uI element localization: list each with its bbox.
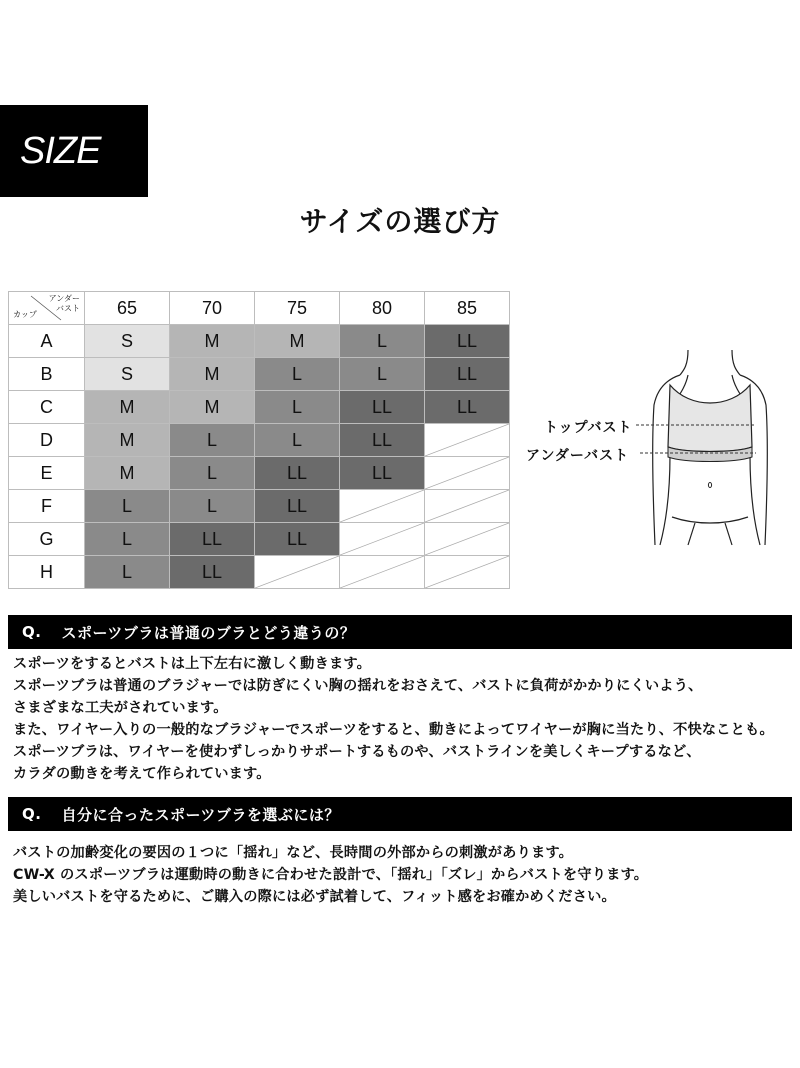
answer-line: また、ワイヤー入りの一般的なブラジャーでスポーツをすると、動きによってワイヤーが胸に当たり、不快なことも。 <box>13 722 774 738</box>
under-bust-label: アンダーバスト <box>526 448 630 464</box>
body-figure <box>520 345 780 550</box>
na-diagonal <box>340 523 424 555</box>
size-chart-table <box>8 291 510 589</box>
answer-1 <box>13 653 798 785</box>
size-cell: M <box>85 424 170 457</box>
answer-line: スポーツブラは普通のブラジャーでは防ぎにくい胸の揺れをおさえて、バストに負荷がかかりにくいよう、 <box>13 678 703 694</box>
empty-cell <box>425 490 510 523</box>
question-marker: Q. <box>22 805 42 823</box>
question-marker: Q. <box>22 623 42 641</box>
size-cell: L <box>170 424 255 457</box>
underbust-axis-label: アンダー バスト <box>48 294 80 313</box>
size-row-d <box>9 424 510 457</box>
underbust-70: 70 <box>170 292 255 325</box>
answer-2 <box>13 842 798 908</box>
size-cell: L <box>170 457 255 490</box>
cup-label: F <box>9 490 85 523</box>
underbust-75: 75 <box>255 292 340 325</box>
empty-cell <box>340 523 425 556</box>
cup-label: D <box>9 424 85 457</box>
empty-cell <box>340 490 425 523</box>
empty-cell <box>340 556 425 589</box>
na-diagonal <box>340 490 424 522</box>
answer-line: スポーツをするとバストは上下左右に激しく動きます。 <box>13 656 371 672</box>
answer-line: 美しいバストを守るために、ご購入の際には必ず試着して、フィット感をお確かめください。 <box>13 889 616 905</box>
size-cell: LL <box>170 556 255 589</box>
top-bust-label: トップバスト <box>544 420 633 436</box>
size-cell: LL <box>425 358 510 391</box>
size-row-a <box>9 325 510 358</box>
size-cell: M <box>85 457 170 490</box>
size-cell: M <box>170 358 255 391</box>
question-bar-1 <box>8 615 792 649</box>
size-badge <box>0 105 148 197</box>
answer-line: カラダの動きを考えて作られています。 <box>13 766 271 782</box>
size-cell: L <box>85 523 170 556</box>
cup-label: G <box>9 523 85 556</box>
size-cell: L <box>340 358 425 391</box>
answer-line: さまざまな工夫がされています。 <box>13 700 228 716</box>
size-cell: M <box>85 391 170 424</box>
size-cell: LL <box>425 391 510 424</box>
size-cell: LL <box>255 523 340 556</box>
size-cell: LL <box>340 457 425 490</box>
underbust-80: 80 <box>340 292 425 325</box>
na-diagonal <box>425 424 509 456</box>
page-title: サイズの選び方 <box>299 205 501 238</box>
size-cell: LL <box>340 424 425 457</box>
answer-line: スポーツブラは、ワイヤーを使わずしっかりサポートするものや、バストラインを美しくキープするなど、 <box>13 744 701 760</box>
size-cell: LL <box>340 391 425 424</box>
na-diagonal <box>425 490 509 522</box>
size-cell: M <box>170 391 255 424</box>
question-text: 自分に合ったスポーツブラを選ぶには？ <box>61 805 340 824</box>
size-row-e <box>9 457 510 490</box>
corner-header <box>9 292 85 325</box>
na-diagonal <box>425 523 509 555</box>
na-diagonal <box>255 556 339 588</box>
size-label: SIZE <box>20 129 101 172</box>
underbust-85: 85 <box>425 292 510 325</box>
size-cell: L <box>340 325 425 358</box>
cup-label: H <box>9 556 85 589</box>
empty-cell <box>425 523 510 556</box>
answer-line: CW-X のスポーツブラは運動時の動きに合わせた設計で、「揺れ」「ズレ」からバストを守ります。 <box>13 867 649 883</box>
size-cell: LL <box>255 490 340 523</box>
size-row-g <box>9 523 510 556</box>
size-cell: L <box>85 556 170 589</box>
size-row-h <box>9 556 510 589</box>
size-cell: M <box>170 325 255 358</box>
header-row <box>9 292 510 325</box>
size-cell: LL <box>425 325 510 358</box>
empty-cell <box>425 457 510 490</box>
cup-axis-label: カップ <box>13 310 37 319</box>
answer-line: バストの加齢変化の要因の１つに「揺れ」など、長時間の外部からの刺激があります。 <box>13 845 573 861</box>
cup-label: C <box>9 391 85 424</box>
size-cell: LL <box>170 523 255 556</box>
size-row-f <box>9 490 510 523</box>
question-bar-2 <box>8 797 792 831</box>
cup-label: E <box>9 457 85 490</box>
size-cell: S <box>85 325 170 358</box>
size-cell: M <box>255 325 340 358</box>
empty-cell <box>425 424 510 457</box>
size-row-b <box>9 358 510 391</box>
cup-label: A <box>9 325 85 358</box>
na-diagonal <box>425 556 509 588</box>
size-cell: L <box>255 391 340 424</box>
underbust-65: 65 <box>85 292 170 325</box>
size-cell: L <box>85 490 170 523</box>
size-cell: L <box>255 358 340 391</box>
size-cell: S <box>85 358 170 391</box>
size-row-c <box>9 391 510 424</box>
size-cell: LL <box>255 457 340 490</box>
size-cell: L <box>170 490 255 523</box>
cup-label: B <box>9 358 85 391</box>
na-diagonal <box>340 556 424 588</box>
empty-cell <box>255 556 340 589</box>
question-text: スポーツブラは普通のブラとどう違うの？ <box>61 623 356 642</box>
empty-cell <box>425 556 510 589</box>
na-diagonal <box>425 457 509 489</box>
size-cell: L <box>255 424 340 457</box>
